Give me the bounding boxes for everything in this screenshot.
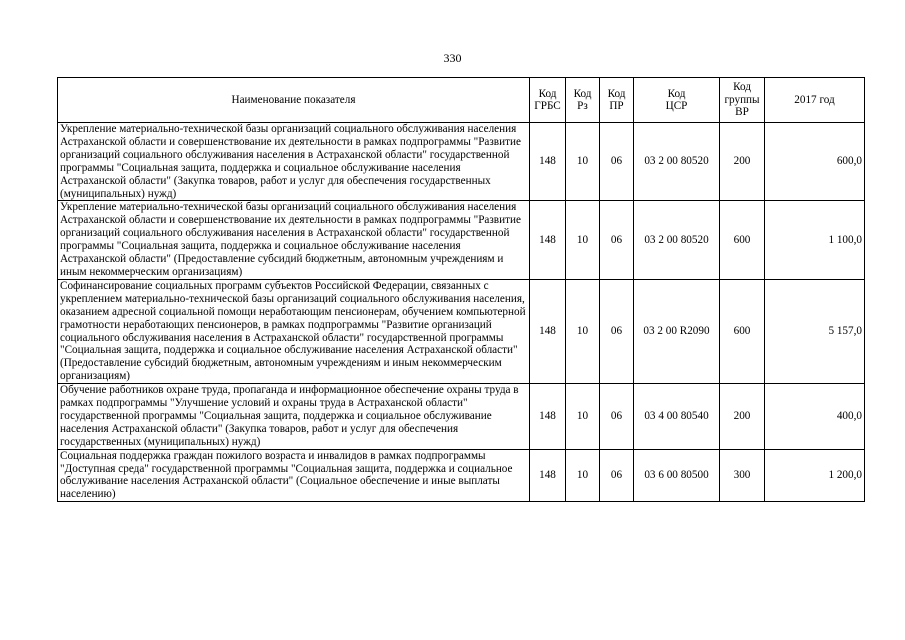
header-csr-line1: Код bbox=[667, 87, 686, 100]
header-grbs bbox=[530, 78, 566, 123]
header-year: 2017 год bbox=[765, 78, 865, 123]
row-csr: 03 2 00 80520 bbox=[634, 123, 720, 201]
row-pr: 06 bbox=[600, 384, 634, 450]
row-vr: 200 bbox=[720, 123, 765, 201]
row-name: Обучение работников охране труда, пропаганда и информационное обеспечение охраны труда в рамках подпрограммы "Улучшение условий и охраны труда в Астраханской области" государственной программы "Социальная защита, поддержка и социальное обслуживание населения Астраханской области" (Закупка товаров, работ и услуг для обеспечения государственных (муниципальных) нужд) bbox=[58, 384, 530, 450]
header-vr-line2: группы bbox=[724, 93, 760, 106]
header-pr-line2: ПР bbox=[609, 100, 624, 112]
row-pr: 06 bbox=[600, 201, 634, 279]
row-pr: 06 bbox=[600, 279, 634, 383]
row-csr: 03 4 00 80540 bbox=[634, 384, 720, 450]
row-vr: 200 bbox=[720, 384, 765, 450]
header-vr-line1: Код bbox=[733, 81, 751, 94]
row-csr: 03 2 00 R2090 bbox=[634, 279, 720, 383]
row-name: Софинансирование социальных программ субъектов Российской Федерации, связанных с укреплением материально-технической базы организаций социального обслуживания населения, оказанием адресной социальной помощи неработающим пенсионерам, обучением компьютерной грамотности неработающих пенсионеров, в рамках подпрограммы "Развитие организаций социального обслуживания населения в Астраханской области" государственной программы "Социальная защита, поддержка и социальное обслуживание населения Астраханской области" (Предоставление субсидий бюджетным, автономным учреждениям и иным некоммерческим организациям) bbox=[58, 279, 530, 383]
table-row bbox=[58, 449, 865, 502]
header-vr-line3: ВР bbox=[735, 106, 749, 119]
row-rz: 10 bbox=[566, 123, 600, 201]
row-name: Укрепление материально-технической базы организаций социального обслуживания населения Астраханской области и совершенствование их деятельности в рамках подпрограммы "Развитие организаций социального обслуживания населения в Астраханской области" государственной программы "Социальная защита, поддержка и социальное обслуживание населения Астраханской области" (Предоставление субсидий бюджетным, автономным учреждениям и иным некоммерческим организациям) bbox=[58, 201, 530, 279]
row-amount: 1 200,0 bbox=[765, 449, 865, 502]
header-grbs-line2: ГРБС bbox=[534, 100, 561, 112]
row-csr: 03 2 00 80520 bbox=[634, 201, 720, 279]
row-vr: 600 bbox=[720, 201, 765, 279]
row-grbs: 148 bbox=[530, 384, 566, 450]
row-vr: 300 bbox=[720, 449, 765, 502]
header-rz-line1: Код bbox=[573, 87, 592, 100]
header-grbs-line1: Код bbox=[538, 87, 557, 100]
row-rz: 10 bbox=[566, 449, 600, 502]
row-rz: 10 bbox=[566, 384, 600, 450]
row-amount: 5 157,0 bbox=[765, 279, 865, 383]
row-amount: 400,0 bbox=[765, 384, 865, 450]
table-row bbox=[58, 201, 865, 279]
row-pr: 06 bbox=[600, 449, 634, 502]
row-grbs: 148 bbox=[530, 279, 566, 383]
header-pr-line1: Код bbox=[607, 87, 626, 100]
header-pr bbox=[600, 78, 634, 123]
row-amount: 1 100,0 bbox=[765, 201, 865, 279]
row-csr: 03 6 00 80500 bbox=[634, 449, 720, 502]
row-amount: 600,0 bbox=[765, 123, 865, 201]
row-pr: 06 bbox=[600, 123, 634, 201]
page-number: 330 bbox=[443, 51, 462, 65]
table-row bbox=[58, 123, 865, 201]
header-vr bbox=[720, 78, 765, 123]
row-rz: 10 bbox=[566, 279, 600, 383]
table-header-row bbox=[58, 78, 865, 123]
row-name: Социальная поддержка граждан пожилого возраста и инвалидов в рамках подпрограммы "Доступная среда" государственной программы "Социальная защита, поддержка и социальное обслуживание населения Астраханской области" (Социальное обеспечение и иные выплаты населению) bbox=[58, 449, 530, 502]
header-rz-line2: Рз bbox=[577, 100, 588, 112]
header-name: Наименование показателя bbox=[58, 78, 530, 123]
header-csr-line2: ЦСР bbox=[665, 100, 688, 112]
budget-table bbox=[57, 77, 865, 502]
row-rz: 10 bbox=[566, 201, 600, 279]
table-row bbox=[58, 279, 865, 383]
row-vr: 600 bbox=[720, 279, 765, 383]
header-rz bbox=[566, 78, 600, 123]
table-row bbox=[58, 384, 865, 450]
header-csr bbox=[634, 78, 720, 123]
row-grbs: 148 bbox=[530, 123, 566, 201]
row-grbs: 148 bbox=[530, 201, 566, 279]
row-grbs: 148 bbox=[530, 449, 566, 502]
row-name: Укрепление материально-технической базы организаций социального обслуживания населения Астраханской области и совершенствование их деятельности в рамках подпрограммы "Развитие организаций социального обслуживания населения в Астраханской области" государственной программы "Социальная защита, поддержка и социальное обслуживание населения Астраханской области" (Закупка товаров, работ и услуг для обеспечения государственных (муниципальных) нужд) bbox=[58, 123, 530, 201]
